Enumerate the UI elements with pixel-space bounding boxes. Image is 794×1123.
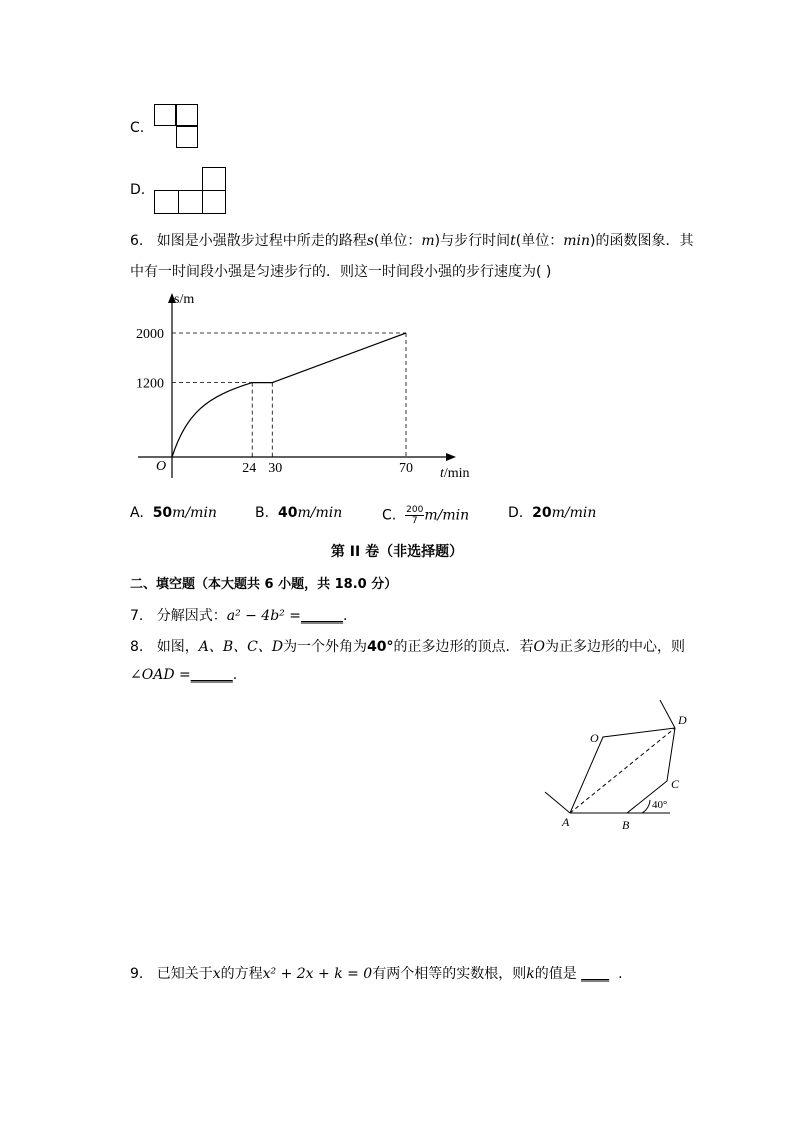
x-tick-label: 30 <box>268 461 283 476</box>
q6-choice-b[interactable] <box>255 505 342 521</box>
q7-text: 分解因式： <box>156 608 227 624</box>
y-axis-label: s/m <box>174 292 195 307</box>
q6-var-s: s <box>366 233 374 249</box>
q9 <box>130 963 623 983</box>
q8-text: 为一个外角为 <box>283 639 368 655</box>
q8-number: 8. <box>130 639 144 655</box>
choice-value: 20 <box>532 505 552 521</box>
distance-time-chart <box>0 0 794 500</box>
q8-vertex-vars: A、B、C、D <box>198 639 284 655</box>
x-axis-unit: /min <box>443 466 470 481</box>
choice-fraction <box>405 505 424 526</box>
y-tick-label: 2000 <box>136 327 164 342</box>
vertex-label-b: B <box>622 818 630 832</box>
q6-unit-min: min <box>563 233 591 249</box>
q6-choice-c[interactable] <box>382 505 469 526</box>
angle-arc <box>642 800 650 813</box>
angle-label: 40° <box>652 799 668 811</box>
q8-line1 <box>130 636 685 656</box>
fraction-numerator: 200 <box>406 505 424 515</box>
q8-text: 如图， <box>156 639 199 655</box>
q8-var-o: O <box>533 639 546 655</box>
q9-expression: x² + 2x + k = 0 <box>262 966 373 982</box>
origin-label: O <box>156 459 167 474</box>
choice-unit: m/min <box>551 505 597 521</box>
polygon-edge-bcd <box>627 728 675 813</box>
q8-angle: 40° <box>367 639 394 655</box>
x-axis-label <box>440 466 470 481</box>
q9-text: 的方程 <box>220 966 263 982</box>
q9-text: 有两个相等的实数根，则 <box>372 966 527 982</box>
q8-text: 的正多边形的顶点．若 <box>393 639 534 655</box>
q6-text: )的函数图象．其 <box>590 233 694 249</box>
vertex-label-c: C <box>671 777 680 791</box>
option-c-label: C. <box>130 120 145 136</box>
x-axis-var: t <box>440 466 444 481</box>
q9-number: 9. <box>130 966 144 982</box>
vertex-label-d: D <box>678 713 687 727</box>
chart-series-line <box>172 333 406 457</box>
choice-label: D. <box>508 505 524 521</box>
choice-label: A. <box>130 505 144 521</box>
q6-text: (单位： <box>515 233 564 249</box>
choice-label: C. <box>382 507 397 524</box>
polygon-figure <box>530 690 700 840</box>
x-axis-arrow <box>446 453 456 461</box>
q8-text: 为正多边形的中心，则 <box>545 639 686 655</box>
q7-answer-blank[interactable]: ______ <box>300 608 343 624</box>
q6-number: 6. <box>130 233 144 249</box>
q7-expression: a² − 4b² = <box>226 608 301 624</box>
x-tick-label: 24 <box>242 461 257 476</box>
q6-choice-a[interactable] <box>130 505 217 521</box>
q9-end: . <box>618 966 623 982</box>
q6-choice-d[interactable] <box>508 505 596 521</box>
q8-answer-blank[interactable]: ______ <box>190 667 233 683</box>
q6-var-t: t <box>510 233 516 249</box>
choice-value: 50 <box>152 505 173 521</box>
y-tick-label: 1200 <box>136 376 164 392</box>
q9-var-k: k <box>526 966 535 982</box>
chart-axes <box>138 293 456 478</box>
q8-expression: ∠OAD = <box>130 667 191 683</box>
q9-text: 的值是 <box>534 966 577 982</box>
q7-end: . <box>342 608 348 624</box>
choice-value: 40 <box>277 505 298 521</box>
q9-var-x: x <box>212 966 221 982</box>
q6-unit-m: m <box>421 233 435 249</box>
x-tick-label: 70 <box>399 461 413 476</box>
q7 <box>130 605 347 625</box>
q6-text: )与步行时间 <box>434 233 511 249</box>
chart-tick-labels <box>136 327 413 476</box>
q8-end: . <box>232 667 238 683</box>
fill-in-heading: 二、填空题（本大题共 6 小题，共 18.0 分） <box>130 577 398 592</box>
q6-text: (单位： <box>373 233 422 249</box>
fraction-denominator: 7 <box>411 516 418 526</box>
vertex-label-o: O <box>590 731 599 745</box>
option-d-label: D. <box>130 182 146 198</box>
choice-unit: m/min <box>424 507 470 524</box>
vertex-label-a: A <box>562 815 570 829</box>
choice-label: B. <box>255 505 270 521</box>
section-title: 第 II 卷（非选择题） <box>330 544 464 560</box>
q6-text: 如图是小强散步过程中所走的路程 <box>156 233 367 249</box>
chart-guides <box>172 333 406 457</box>
q6-line2: 中有一时间段小强是匀速步行的．则这一时间段小强的步行速度为( ) <box>130 264 552 280</box>
q9-text: 已知关于 <box>156 966 213 982</box>
q9-answer-blank[interactable]: ____ <box>581 966 610 982</box>
choice-unit: m/min <box>172 505 217 521</box>
q8-line2 <box>130 667 237 683</box>
choice-unit: m/min <box>297 505 343 521</box>
q7-number: 7. <box>130 608 144 624</box>
